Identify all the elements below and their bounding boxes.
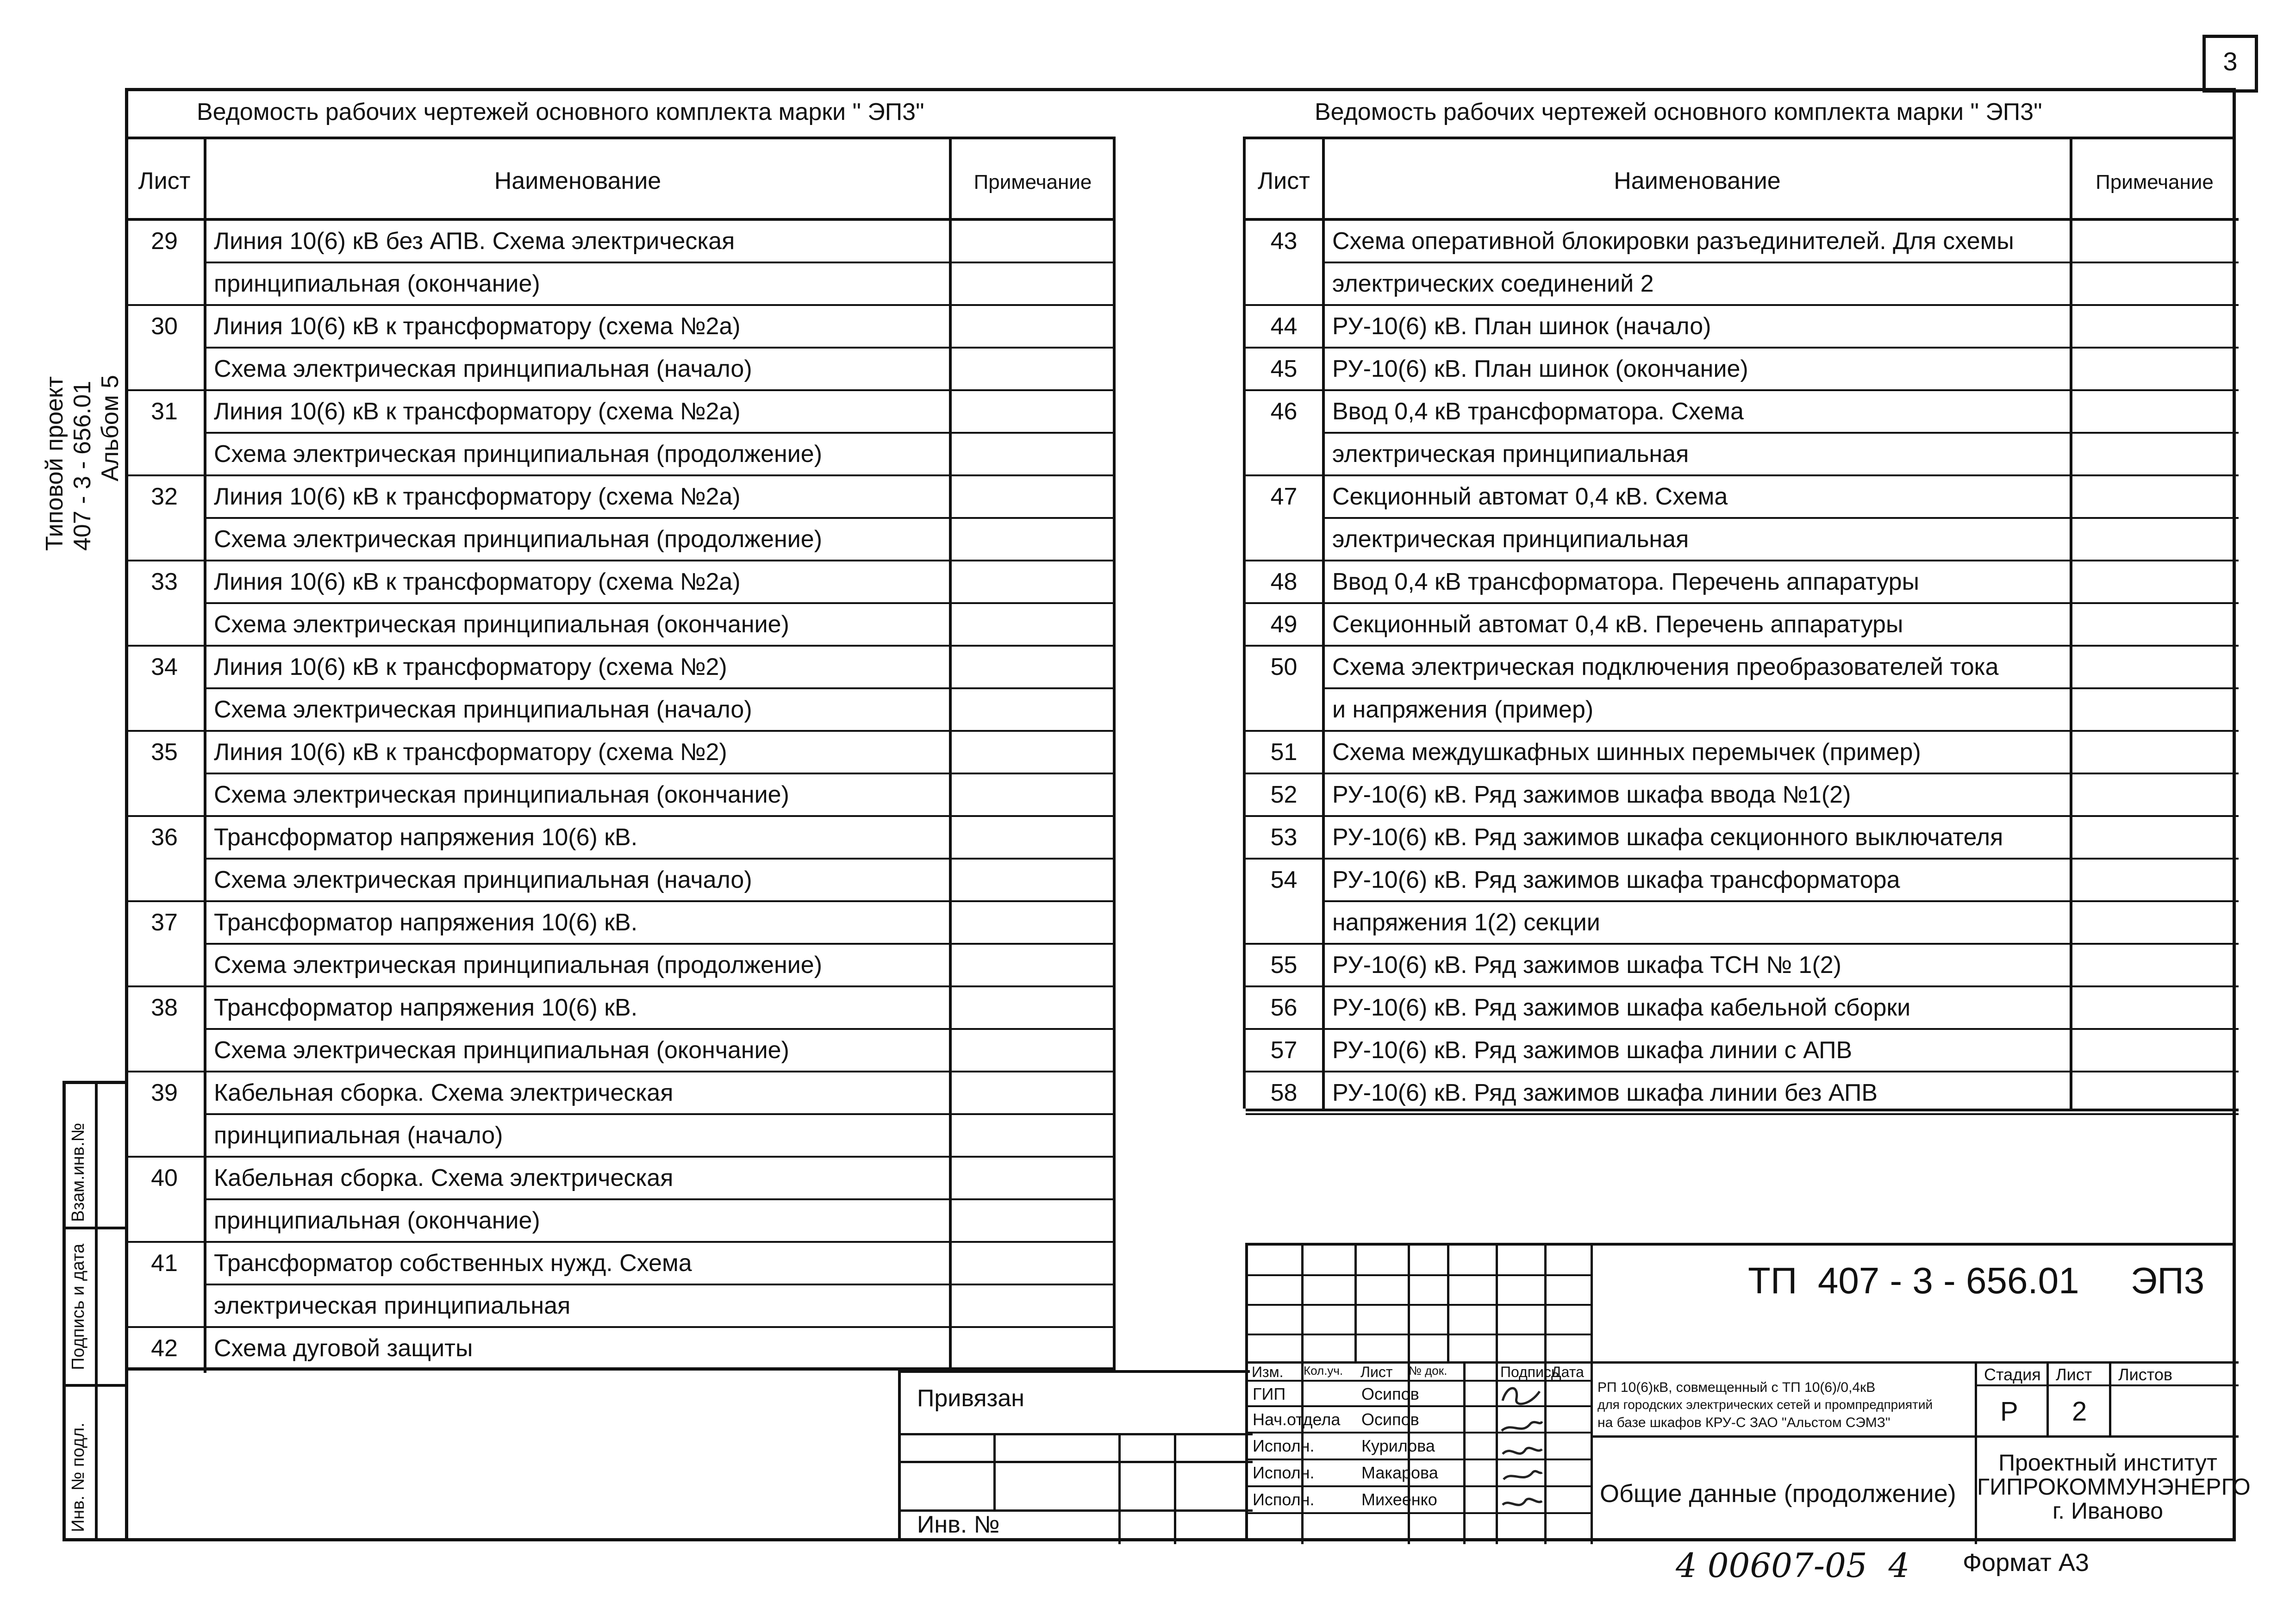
left-row-number: 36 [151, 824, 178, 851]
stamp-sheet-label: Лист [2056, 1365, 2092, 1384]
left-row [125, 689, 1116, 732]
side-strip-row2 [62, 1384, 128, 1387]
stamp-org-3: г. Иваново [2053, 1498, 2163, 1524]
left-row-text: Схема электрическая принципиальная (продолжение) [214, 952, 823, 979]
signature-scribbles [1498, 1380, 1544, 1542]
right-row-number: 48 [1270, 568, 1298, 595]
stamp-v10 [2109, 1361, 2111, 1435]
left-row-text: принципиальная (окончание) [214, 1207, 540, 1234]
stamp-col-izm: Изм. [1252, 1364, 1284, 1380]
right-row-text: Секционный автомат 0,4 кВ. Перечень аппаратуры [1332, 611, 1903, 638]
left-row [125, 561, 1116, 604]
left-row-number: 30 [151, 313, 178, 340]
side-strip-divider [95, 1081, 98, 1541]
right-row-text: РУ-10(6) кВ. Ряд зажимов шкафа ТСН № 1(2) [1332, 952, 1841, 979]
left-row-text: Схема электрическая принципиальная (начало) [214, 696, 752, 723]
side-podpis: Подпись и дата [69, 1243, 88, 1370]
left-row [125, 1243, 1116, 1285]
left-row-text: Схема электрическая принципиальная (окончание) [214, 611, 789, 638]
stamp-name-0: Осипов [1361, 1384, 1419, 1403]
right-row-number: 54 [1270, 866, 1298, 893]
priv-vline1 [993, 1433, 996, 1509]
right-row-number: 43 [1270, 228, 1298, 255]
right-row [1246, 647, 2239, 689]
right-row-text: РУ-10(6) кВ. План шинок (окончание) [1332, 355, 1748, 382]
left-row [125, 647, 1116, 689]
right-row-line [1246, 1113, 2239, 1115]
right-row [1246, 902, 2239, 945]
right-row-text: РУ-10(6) кВ. Ряд зажимов шкафа линии с АПВ [1332, 1037, 1853, 1064]
left-row-text: Линия 10(6) кВ к трансформатору (схема №2) [214, 739, 727, 766]
side-project-line3: Альбом 5 [97, 375, 124, 481]
left-row [125, 349, 1116, 391]
left-row-number: 33 [151, 568, 178, 595]
left-row-text: Кабельная сборка. Схема электрическая [214, 1079, 674, 1106]
privyazan-block [898, 1370, 1250, 1541]
privyazan-label: Привязан [917, 1385, 1025, 1412]
left-row-text: Схема электрическая принципиальная (окончание) [214, 1037, 789, 1064]
left-row-text: Схема дуговой защиты [214, 1335, 473, 1362]
left-row [125, 221, 1116, 263]
right-row [1246, 434, 2239, 476]
right-row-text: РУ-10(6) кВ. Ряд зажимов шкафа кабельной сборки [1332, 994, 1911, 1021]
right-row [1246, 817, 2239, 860]
stamp-role-1: Нач.отдела [1253, 1410, 1341, 1429]
left-row [125, 476, 1116, 519]
left-row-number: 32 [151, 483, 178, 510]
right-row [1246, 774, 2239, 817]
left-row [125, 434, 1116, 476]
right-row [1246, 1030, 2239, 1072]
left-row-number: 42 [151, 1335, 178, 1362]
left-row-text: принципиальная (окончание) [214, 270, 540, 297]
left-row-text: Трансформатор напряжения 10(6) кВ. [214, 909, 638, 936]
left-row-number: 29 [151, 228, 178, 255]
left-row [125, 1115, 1116, 1158]
left-row-text: Трансформатор напряжения 10(6) кВ. [214, 994, 638, 1021]
stamp-role-2: Исполн. [1253, 1436, 1315, 1455]
left-row [125, 902, 1116, 945]
left-row-text: Линия 10(6) кВ к трансформатору (схема №2а) [214, 313, 741, 340]
left-row-number: 31 [151, 398, 178, 425]
left-row [125, 1328, 1116, 1371]
stamp-col-list: Лист [1360, 1364, 1393, 1380]
left-row [125, 774, 1116, 817]
left-row [125, 306, 1116, 349]
left-row-text: Схема электрическая принципиальная (продолжение) [214, 526, 823, 553]
right-header-name: Наименование [1614, 168, 1781, 194]
left-header-name: Наименование [494, 168, 661, 194]
right-row-number: 53 [1270, 824, 1298, 851]
stamp-desc-3: на базе шкафов КРУ-С ЗАО "Альстом СЭМЗ" [1597, 1415, 1890, 1430]
right-row [1246, 221, 2239, 263]
priv-vline3 [1174, 1433, 1176, 1544]
left-row [125, 1030, 1116, 1072]
left-row-number: 38 [151, 994, 178, 1021]
right-row-number: 56 [1270, 994, 1298, 1021]
stamp-org-1: Проектный институт [1998, 1450, 2217, 1476]
right-row-text: Схема оперативной блокировки разъединителей. Для схемы [1332, 228, 2014, 255]
left-row-number: 34 [151, 654, 178, 680]
right-row-number: 49 [1270, 611, 1298, 638]
format-label: Формат А3 [1963, 1549, 2089, 1577]
side-project-line1: Типовой проект [41, 376, 68, 551]
stamp-name-4: Михеенко [1361, 1490, 1437, 1509]
stamp-desc-1: РП 10(6)кВ, совмещенный с ТП 10(6)/0,4кВ [1597, 1380, 1876, 1395]
right-row-number: 58 [1270, 1079, 1298, 1106]
stamp-col-koluch: Кол.уч. [1304, 1364, 1343, 1378]
page-number: 3 [2223, 47, 2238, 76]
left-row [125, 1200, 1116, 1243]
right-row [1246, 391, 2239, 434]
right-row-text: Ввод 0,4 кВ трансформатора. Схема [1332, 398, 1744, 425]
right-row-number: 44 [1270, 313, 1298, 340]
left-row-text: Схема электрическая принципиальная (начало) [214, 866, 752, 893]
right-row-number: 46 [1270, 398, 1298, 425]
right-row [1246, 561, 2239, 604]
stamp-name-2: Курилова [1361, 1436, 1435, 1455]
stamp-org-2: ГИПРОКОММУНЭНЕРГО [1977, 1474, 2251, 1500]
inv-label: Инв. № [917, 1511, 1000, 1538]
side-project-line2: 407 - 3 - 656.01 [69, 380, 96, 551]
stamp-sheet-value: 2 [2072, 1396, 2087, 1427]
stamp-col-ndok: № док. [1409, 1364, 1447, 1378]
left-row-text: Схема электрическая принципиальная (продолжение) [214, 441, 823, 468]
right-row-text: РУ-10(6) кВ. Ряд зажимов шкафа секционного выключателя [1332, 824, 2003, 851]
left-row-number: 39 [151, 1079, 178, 1106]
right-row-text: электрическая принципиальная [1332, 441, 1689, 468]
stamp-v4b [1463, 1361, 1466, 1544]
right-row [1246, 987, 2239, 1030]
right-row-number: 47 [1270, 483, 1298, 510]
stamp-name-1: Осипов [1361, 1410, 1419, 1429]
left-row-text: Линия 10(6) кВ к трансформатору (схема №2) [214, 654, 727, 680]
left-row-text: Линия 10(6) кВ к трансформатору (схема №2а) [214, 483, 741, 510]
stamp-role-4: Исполн. [1253, 1490, 1315, 1509]
left-row-text: Схема электрическая принципиальная (окончание) [214, 781, 789, 808]
right-row [1246, 732, 2239, 774]
stamp-sheet-title: Общие данные (продолжение) [1600, 1480, 1956, 1508]
left-row-text: Схема электрическая принципиальная (начало) [214, 355, 752, 382]
stamp-desc-2: для городских электрических сетей и промпредприятий [1597, 1397, 1933, 1412]
right-row-text: Схема электрическая подключения преобразователей тока [1332, 654, 1999, 680]
left-row-number: 41 [151, 1250, 178, 1277]
stamp-name-3: Макарова [1361, 1463, 1438, 1482]
left-row-text: Трансформатор напряжения 10(6) кВ. [214, 824, 638, 851]
stamp-v9 [2046, 1361, 2049, 1435]
left-table-title: Ведомость рабочих чертежей основного комплекта марки " ЭП3" [197, 99, 924, 125]
handwritten-number: 4 00607-05 4 [1676, 1546, 1910, 1585]
right-row-text: Секционный автомат 0,4 кВ. Схема [1332, 483, 1728, 510]
right-row-number: 52 [1270, 781, 1298, 808]
stamp-code: ТП 407 - 3 - 656.01 ЭП3 [1748, 1260, 2205, 1301]
right-row-text: РУ-10(6) кВ. Ряд зажимов шкафа линии без АПВ [1332, 1079, 1878, 1106]
left-row [125, 732, 1116, 774]
right-table-title: Ведомость рабочих чертежей основного комплекта марки " ЭП3" [1315, 99, 2042, 125]
left-row [125, 391, 1116, 434]
right-row-text: Схема междушкафных шинных перемычек (пример) [1332, 739, 1921, 766]
stamp-stage-value: Р [2000, 1396, 2018, 1427]
stamp-stage-label: Стадия [1984, 1365, 2041, 1384]
left-row-number: 35 [151, 739, 178, 766]
stamp-role-0: ГИП [1253, 1384, 1286, 1403]
left-row-text: электрическая принципиальная [214, 1292, 571, 1319]
stamp-v2 [1354, 1246, 1357, 1361]
left-row [125, 519, 1116, 561]
stamp-v7 [1591, 1246, 1593, 1544]
stamp-v6 [1544, 1246, 1547, 1544]
stamp-h4 [1248, 1361, 2239, 1364]
right-row [1246, 860, 2239, 902]
left-row [125, 1158, 1116, 1200]
priv-line1 [901, 1433, 1253, 1435]
right-row-text: Ввод 0,4 кВ трансформатора. Перечень аппаратуры [1332, 568, 1919, 595]
right-row-text: электрическая принципиальная [1332, 526, 1689, 553]
left-row [125, 945, 1116, 987]
left-header-sheet: Лист [138, 168, 191, 194]
right-row [1246, 349, 2239, 391]
left-row [125, 1072, 1116, 1115]
right-row-text: и напряжения (пример) [1332, 696, 1594, 723]
right-row [1246, 263, 2239, 306]
left-row-text: Кабельная сборка. Схема электрическая [214, 1165, 674, 1191]
left-row [125, 1285, 1116, 1328]
left-header-note: Примечание [973, 171, 1092, 193]
right-row [1246, 1072, 2239, 1115]
right-row [1246, 519, 2239, 561]
stamp-h1 [1248, 1274, 1591, 1276]
stamp-v4 [1447, 1246, 1449, 1361]
right-row-number: 57 [1270, 1037, 1298, 1064]
left-row [125, 604, 1116, 647]
stamp-h3 [1248, 1334, 1591, 1335]
side-inv: Инв. № подл. [69, 1422, 88, 1532]
left-row [125, 817, 1116, 860]
left-row-number: 40 [151, 1165, 178, 1191]
stamp-role-3: Исполн. [1253, 1463, 1315, 1482]
right-row-number: 51 [1270, 739, 1298, 766]
right-row-text: РУ-10(6) кВ. План шинок (начало) [1332, 313, 1711, 340]
side-strip-row1 [62, 1227, 128, 1229]
left-row [125, 860, 1116, 902]
right-header-sheet: Лист [1258, 168, 1310, 194]
left-row-text: Линия 10(6) кВ к трансформатору (схема №2а) [214, 568, 741, 595]
priv-line2 [901, 1461, 1253, 1463]
side-vzam: Взам.инв.№ [69, 1122, 88, 1222]
stamp-sheets-label: Листов [2118, 1365, 2172, 1384]
right-row-number: 50 [1270, 654, 1298, 680]
right-row-text: РУ-10(6) кВ. Ряд зажимов шкафа трансформатора [1332, 866, 1900, 893]
left-row-text: Линия 10(6) кВ без АПВ. Схема электрическая [214, 228, 735, 255]
right-row [1246, 689, 2239, 732]
right-row [1246, 476, 2239, 519]
right-table [1243, 137, 2236, 1109]
right-row [1246, 306, 2239, 349]
left-row [125, 263, 1116, 306]
stamp-h12 [1975, 1384, 2239, 1386]
priv-vline2 [1118, 1433, 1121, 1544]
stamp-col-podpis: Подпись [1500, 1364, 1559, 1380]
left-row-text: Линия 10(6) кВ к трансформатору (схема №2а) [214, 398, 741, 425]
right-row [1246, 945, 2239, 987]
right-row-number: 55 [1270, 952, 1298, 979]
right-row-text: электрических соединений 2 [1332, 270, 1654, 297]
stamp-h11 [1591, 1435, 2239, 1438]
right-row [1246, 604, 2239, 647]
left-row-text: принципиальная (начало) [214, 1122, 503, 1149]
right-row-number: 45 [1270, 355, 1298, 382]
left-table [125, 137, 1116, 1370]
left-row [125, 987, 1116, 1030]
left-row-text: Трансформатор собственных нужд. Схема [214, 1250, 692, 1277]
stamp-col-data: Дата [1551, 1364, 1584, 1380]
title-stamp [1245, 1243, 2251, 1541]
right-row-text: РУ-10(6) кВ. Ряд зажимов шкафа ввода №1(2) [1332, 781, 1851, 808]
right-header-note: Примечание [2096, 171, 2214, 193]
right-row-text: напряжения 1(2) секции [1332, 909, 1600, 936]
left-row-number: 37 [151, 909, 178, 936]
stamp-h2 [1248, 1304, 1591, 1306]
